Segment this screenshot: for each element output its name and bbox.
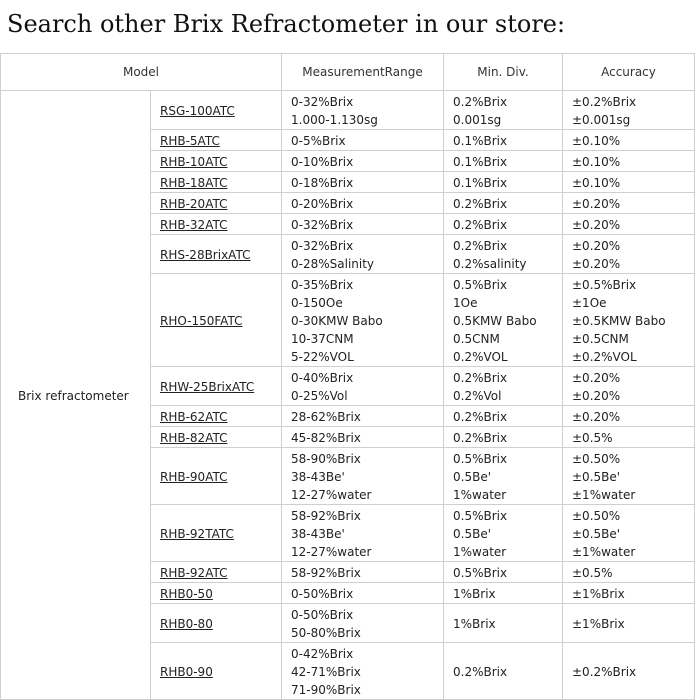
min-div-line: 0.5%Brix <box>453 277 508 292</box>
model-link[interactable]: RHB-62ATC <box>160 409 228 424</box>
model-link[interactable]: RHB-20ATC <box>160 196 228 211</box>
header-min-div: Min. Div. <box>444 54 563 91</box>
range-line: 12-27%water <box>291 487 372 502</box>
accuracy-line: ±0.20% <box>572 409 621 424</box>
min-div-line: 1%Brix <box>453 616 496 631</box>
accuracy-cell <box>563 235 695 274</box>
min-div-line: 0.1%Brix <box>453 154 508 169</box>
model-name-cell <box>151 274 282 367</box>
min-div-line: 0.2%Brix <box>453 238 508 253</box>
model-link[interactable]: RHB-5ATC <box>160 133 220 148</box>
header-model: Model <box>1 54 282 91</box>
accuracy-line: ±0.2%VOL <box>572 349 637 364</box>
model-name-cell <box>151 604 282 643</box>
min-div-cell <box>444 235 563 274</box>
range-line: 38-43Be' <box>291 469 345 484</box>
accuracy-line: ±0.50% <box>572 451 621 466</box>
min-div-line: 0.2%Brix <box>453 94 508 109</box>
accuracy-line: ±0.20% <box>572 217 621 232</box>
range-line: 0-28%Salinity <box>291 256 375 271</box>
min-div-line: 1%water <box>453 487 507 502</box>
model-name-cell <box>151 406 282 427</box>
model-link[interactable]: RHB-10ATC <box>160 154 228 169</box>
accuracy-cell <box>563 406 695 427</box>
group-label: Brix refractometer <box>1 91 151 700</box>
min-div-line: 0.2%salinity <box>453 256 527 271</box>
table-header-row <box>1 54 695 91</box>
accuracy-line: ±0.20% <box>572 388 621 403</box>
range-cell <box>282 214 444 235</box>
min-div-line: 0.5KMW Babo <box>453 313 537 328</box>
range-cell <box>282 643 444 700</box>
range-line: 1.000-1.130sg <box>291 112 378 127</box>
accuracy-line: ±0.20% <box>572 256 621 271</box>
model-link[interactable]: RHB0-90 <box>160 664 213 679</box>
min-div-cell <box>444 193 563 214</box>
model-name-cell <box>151 193 282 214</box>
model-link[interactable]: RHO-150FATC <box>160 313 243 328</box>
range-line: 0-30KMW Babo <box>291 313 383 328</box>
range-line: 0-32%Brix <box>291 217 354 232</box>
page-title: Search other Brix Refractometer in our store: <box>7 10 566 38</box>
range-cell <box>282 367 444 406</box>
accuracy-line: ±0.5KMW Babo <box>572 313 666 328</box>
range-line: 42-71%Brix <box>291 664 361 679</box>
accuracy-cell <box>563 643 695 700</box>
range-line: 0-150Oe <box>291 295 343 310</box>
range-cell <box>282 130 444 151</box>
model-link[interactable]: RHB-18ATC <box>160 175 228 190</box>
min-div-line: 0.5Be' <box>453 469 491 484</box>
accuracy-cell <box>563 583 695 604</box>
range-cell <box>282 151 444 172</box>
range-cell <box>282 604 444 643</box>
min-div-line: 0.1%Brix <box>453 175 508 190</box>
range-cell <box>282 193 444 214</box>
range-line: 12-27%water <box>291 544 372 559</box>
accuracy-line: ±1%Brix <box>572 616 625 631</box>
accuracy-line: ±1%water <box>572 544 636 559</box>
model-link[interactable]: RHB0-50 <box>160 586 213 601</box>
range-line: 0-25%Vol <box>291 388 348 403</box>
accuracy-line: ±0.50% <box>572 508 621 523</box>
accuracy-line: ±0.20% <box>572 370 621 385</box>
accuracy-line: ±0.5CNM <box>572 331 629 346</box>
model-name-cell <box>151 151 282 172</box>
header-accuracy: Accuracy <box>563 54 695 91</box>
min-div-cell <box>444 406 563 427</box>
accuracy-line: ±0.5Be' <box>572 469 621 484</box>
range-line: 71-90%Brix <box>291 682 361 697</box>
min-div-line: 0.5%Brix <box>453 508 508 523</box>
model-link[interactable]: RHB-92TATC <box>160 526 234 541</box>
accuracy-line: ±0.10% <box>572 175 621 190</box>
range-cell <box>282 583 444 604</box>
model-name-cell <box>151 367 282 406</box>
model-name-cell <box>151 583 282 604</box>
range-line: 58-92%Brix <box>291 508 361 523</box>
range-line: 10-37CNM <box>291 331 354 346</box>
accuracy-line: ±1%water <box>572 487 636 502</box>
range-cell <box>282 406 444 427</box>
accuracy-cell <box>563 274 695 367</box>
min-div-cell <box>444 214 563 235</box>
refractometer-table <box>0 53 695 700</box>
accuracy-line: ±0.20% <box>572 238 621 253</box>
model-link[interactable]: RHB-32ATC <box>160 217 228 232</box>
min-div-cell <box>444 91 563 130</box>
min-div-cell <box>444 367 563 406</box>
range-line: 0-50%Brix <box>291 586 354 601</box>
range-line: 0-40%Brix <box>291 370 354 385</box>
model-name-cell <box>151 448 282 505</box>
range-cell <box>282 91 444 130</box>
accuracy-line: ±0.5Be' <box>572 526 621 541</box>
min-div-line: 0.5%Brix <box>453 451 508 466</box>
model-name-cell <box>151 172 282 193</box>
accuracy-cell <box>563 562 695 583</box>
accuracy-cell <box>563 604 695 643</box>
model-name-cell <box>151 235 282 274</box>
min-div-cell <box>444 505 563 562</box>
min-div-cell <box>444 583 563 604</box>
accuracy-cell <box>563 193 695 214</box>
min-div-line: 0.2%Brix <box>453 430 508 445</box>
range-line: 58-92%Brix <box>291 565 361 580</box>
min-div-cell <box>444 562 563 583</box>
accuracy-cell <box>563 367 695 406</box>
min-div-line: 1%water <box>453 544 507 559</box>
model-link[interactable]: RHS-28BrixATC <box>160 247 251 262</box>
min-div-cell <box>444 448 563 505</box>
model-name-cell <box>151 505 282 562</box>
model-name-cell <box>151 562 282 583</box>
range-line: 0-35%Brix <box>291 277 354 292</box>
range-line: 0-32%Brix <box>291 94 354 109</box>
accuracy-line: ±1Oe <box>572 295 607 310</box>
min-div-cell <box>444 604 563 643</box>
accuracy-line: ±0.5% <box>572 430 613 445</box>
range-line: 0-5%Brix <box>291 133 346 148</box>
min-div-cell <box>444 427 563 448</box>
accuracy-line: ±0.10% <box>572 154 621 169</box>
accuracy-cell <box>563 448 695 505</box>
range-line: 28-62%Brix <box>291 409 361 424</box>
accuracy-cell <box>563 91 695 130</box>
model-name-cell <box>151 643 282 700</box>
table-row <box>1 91 695 130</box>
table-body <box>1 91 695 700</box>
min-div-line: 0.1%Brix <box>453 133 508 148</box>
range-line: 5-22%VOL <box>291 349 354 364</box>
min-div-line: 0.2%Brix <box>453 409 508 424</box>
range-line: 0-42%Brix <box>291 646 354 661</box>
min-div-line: 0.2%Brix <box>453 664 508 679</box>
range-cell <box>282 427 444 448</box>
accuracy-line: ±0.2%Brix <box>572 94 637 109</box>
min-div-cell <box>444 130 563 151</box>
range-cell <box>282 448 444 505</box>
model-name-cell <box>151 427 282 448</box>
model-link[interactable]: RHB0-80 <box>160 616 213 631</box>
accuracy-line: ±0.10% <box>572 133 621 148</box>
min-div-line: 0.5Be' <box>453 526 491 541</box>
model-link[interactable]: RHW-25BrixATC <box>160 379 255 394</box>
min-div-line: 0.2%Brix <box>453 196 508 211</box>
accuracy-line: ±0.20% <box>572 196 621 211</box>
model-link[interactable]: RHB-90ATC <box>160 469 228 484</box>
accuracy-cell <box>563 130 695 151</box>
accuracy-line: ±0.5%Brix <box>572 277 637 292</box>
model-name-cell <box>151 214 282 235</box>
range-line: 58-90%Brix <box>291 451 361 466</box>
accuracy-line: ±1%Brix <box>572 586 625 601</box>
min-div-line: 0.001sg <box>453 112 502 127</box>
model-name-cell <box>151 130 282 151</box>
accuracy-cell <box>563 505 695 562</box>
accuracy-cell <box>563 172 695 193</box>
range-line: 0-32%Brix <box>291 238 354 253</box>
range-line: 0-18%Brix <box>291 175 354 190</box>
min-div-line: 0.2%VOL <box>453 349 508 364</box>
accuracy-cell <box>563 427 695 448</box>
min-div-cell <box>444 151 563 172</box>
min-div-line: 0.2%Vol <box>453 388 502 403</box>
range-cell <box>282 172 444 193</box>
range-line: 0-20%Brix <box>291 196 354 211</box>
min-div-line: 0.2%Brix <box>453 217 508 232</box>
range-line: 50-80%Brix <box>291 625 361 640</box>
range-line: 45-82%Brix <box>291 430 361 445</box>
min-div-line: 1Oe <box>453 295 478 310</box>
accuracy-line: ±0.5% <box>572 565 613 580</box>
min-div-cell <box>444 172 563 193</box>
range-cell <box>282 505 444 562</box>
model-link[interactable]: RHB-82ATC <box>160 430 228 445</box>
range-line: 38-43Be' <box>291 526 345 541</box>
range-cell <box>282 274 444 367</box>
model-name-cell <box>151 91 282 130</box>
min-div-line: 1%Brix <box>453 586 496 601</box>
accuracy-cell <box>563 151 695 172</box>
range-cell <box>282 235 444 274</box>
accuracy-line: ±0.2%Brix <box>572 664 637 679</box>
accuracy-line: ±0.001sg <box>572 112 631 127</box>
model-link[interactable]: RSG-100ATC <box>160 103 235 118</box>
model-link[interactable]: RHB-92ATC <box>160 565 228 580</box>
accuracy-cell <box>563 214 695 235</box>
min-div-line: 0.5%Brix <box>453 565 508 580</box>
min-div-line: 0.5CNM <box>453 331 500 346</box>
min-div-cell <box>444 274 563 367</box>
range-cell <box>282 562 444 583</box>
min-div-line: 0.2%Brix <box>453 370 508 385</box>
min-div-cell <box>444 643 563 700</box>
range-line: 0-50%Brix <box>291 607 354 622</box>
range-line: 0-10%Brix <box>291 154 354 169</box>
header-measurement-range: MeasurementRange <box>282 54 444 91</box>
